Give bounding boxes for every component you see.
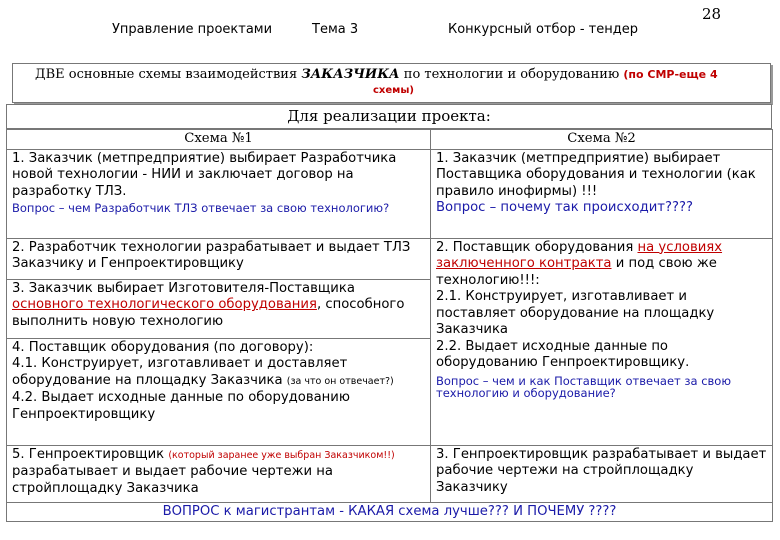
scheme1-step5 [12, 447, 425, 498]
scheme2-step2-a: 2. Поставщик оборудования [436, 239, 638, 255]
title-box [12, 63, 771, 103]
subtitle: Для реализации проекта: [6, 104, 772, 129]
schemes-table [6, 129, 773, 522]
scheme1-step3-a: 3. Заказчик выбирает Изготовителя-Поставщика [12, 280, 355, 296]
table-row [7, 149, 773, 238]
table-row [7, 445, 773, 502]
title-customer: ЗАКАЗЧИКА [301, 67, 400, 82]
scheme1-step4-note: (за что он отвечает?) [286, 375, 394, 387]
table-header-row [7, 130, 773, 150]
scheme1-step1-cell [7, 149, 431, 238]
scheme1-step2: 2. Разработчик технологии разрабатывает и выдает ТЛЗ Заказчику и Генпроектировщику [12, 239, 411, 271]
bottom-question: ВОПРОС к магистрантам - КАКАЯ схема лучше??? И ПОЧЕМУ ???? [7, 502, 773, 522]
scheme2-step2-2: 2.2. Выдает исходные данные по оборудованию Генпроектировщику. [436, 338, 690, 370]
title-note2: схемы) [373, 85, 414, 96]
scheme1-step4-cell [7, 338, 431, 445]
scheme2-step2-contract: на условиях заключенного контракта [436, 239, 723, 271]
scheme2-step3: 3. Генпроектировщик разрабатывает и выдает рабочие чертежи на стройплощадку Заказчику [436, 446, 767, 495]
scheme1-step4-2: 4.2. Выдает исходные данные по оборудованию Генпроектировщику [12, 390, 350, 422]
scheme2-question2: Вопрос – чем и как Поставщик отвечает за свою технологию и оборудование? [436, 373, 732, 400]
scheme1-header: Схема №1 [7, 130, 431, 150]
scheme1-step4-1 [12, 356, 425, 390]
scheme2-step2-c: и под свою же технологию!!!: [436, 256, 717, 288]
scheme1-step5-b: разрабатывает и выдает рабочие чертежи на стройплощадку Заказчика [12, 464, 333, 496]
title-note: (по СМР-еще 4 [623, 68, 718, 81]
scheme1-step4: 4. Поставщик оборудования (по договору): [12, 339, 314, 355]
scheme1-step5-a: 5. Генпроектировщик [12, 446, 169, 462]
scheme2-step1: 1. Заказчик (метпредприятие) выбирает Поставщика оборудования и технологии (как правило инофирмы) !!! [436, 150, 756, 199]
scheme1-step3-equipment: основного технологического оборудования [12, 297, 317, 312]
scheme1-step3-cell [7, 279, 431, 338]
scheme2-step2 [436, 240, 767, 290]
scheme2-step3-cell [431, 445, 773, 502]
scheme2-step1-cell [431, 149, 773, 238]
scheme2-header: Схема №2 [431, 130, 773, 150]
slide-title [35, 67, 718, 82]
scheme2-step2-cell [431, 238, 773, 445]
scheme1-step5-note: (который заранее уже выбран Заказчиком!!) [168, 449, 395, 461]
scheme1-step1: 1. Заказчик (метпредприятие) выбирает Разработчика новой технологии - НИИ и заключает договор на разработку ТЛЗ. [12, 150, 397, 199]
scheme1-question1: Вопрос – чем Разработчик ТЛЗ отвечает за свою технологию? [12, 201, 390, 215]
topic-label: Тема 3 [312, 22, 359, 37]
section-label: Конкурсный отбор - тендер [448, 22, 638, 37]
scheme2-step2-1: 2.1. Конструирует, изготавливает и поставляет оборудование на площадку Заказчика [436, 289, 715, 337]
scheme2-question1: Вопрос – почему так происходит???? [436, 200, 693, 215]
course-label: Управление проектами [112, 22, 273, 37]
table-row [7, 238, 773, 279]
page-number: 28 [702, 5, 722, 23]
title-part3: по технологии и оборудованию [399, 67, 624, 82]
scheme1-step5-cell [7, 445, 431, 502]
scheme1-step2-cell [7, 238, 431, 279]
scheme1-step3-c: , способного выполнить новую технологию [12, 297, 405, 329]
title-part1: ДВЕ основные схемы взаимодействия [35, 67, 302, 82]
scheme1-step3 [12, 281, 425, 331]
scheme1-step4-1-text: 4.1. Конструирует, изготавливает и доставляет оборудование на площадку Заказчика [12, 356, 348, 388]
table-row [7, 502, 773, 522]
